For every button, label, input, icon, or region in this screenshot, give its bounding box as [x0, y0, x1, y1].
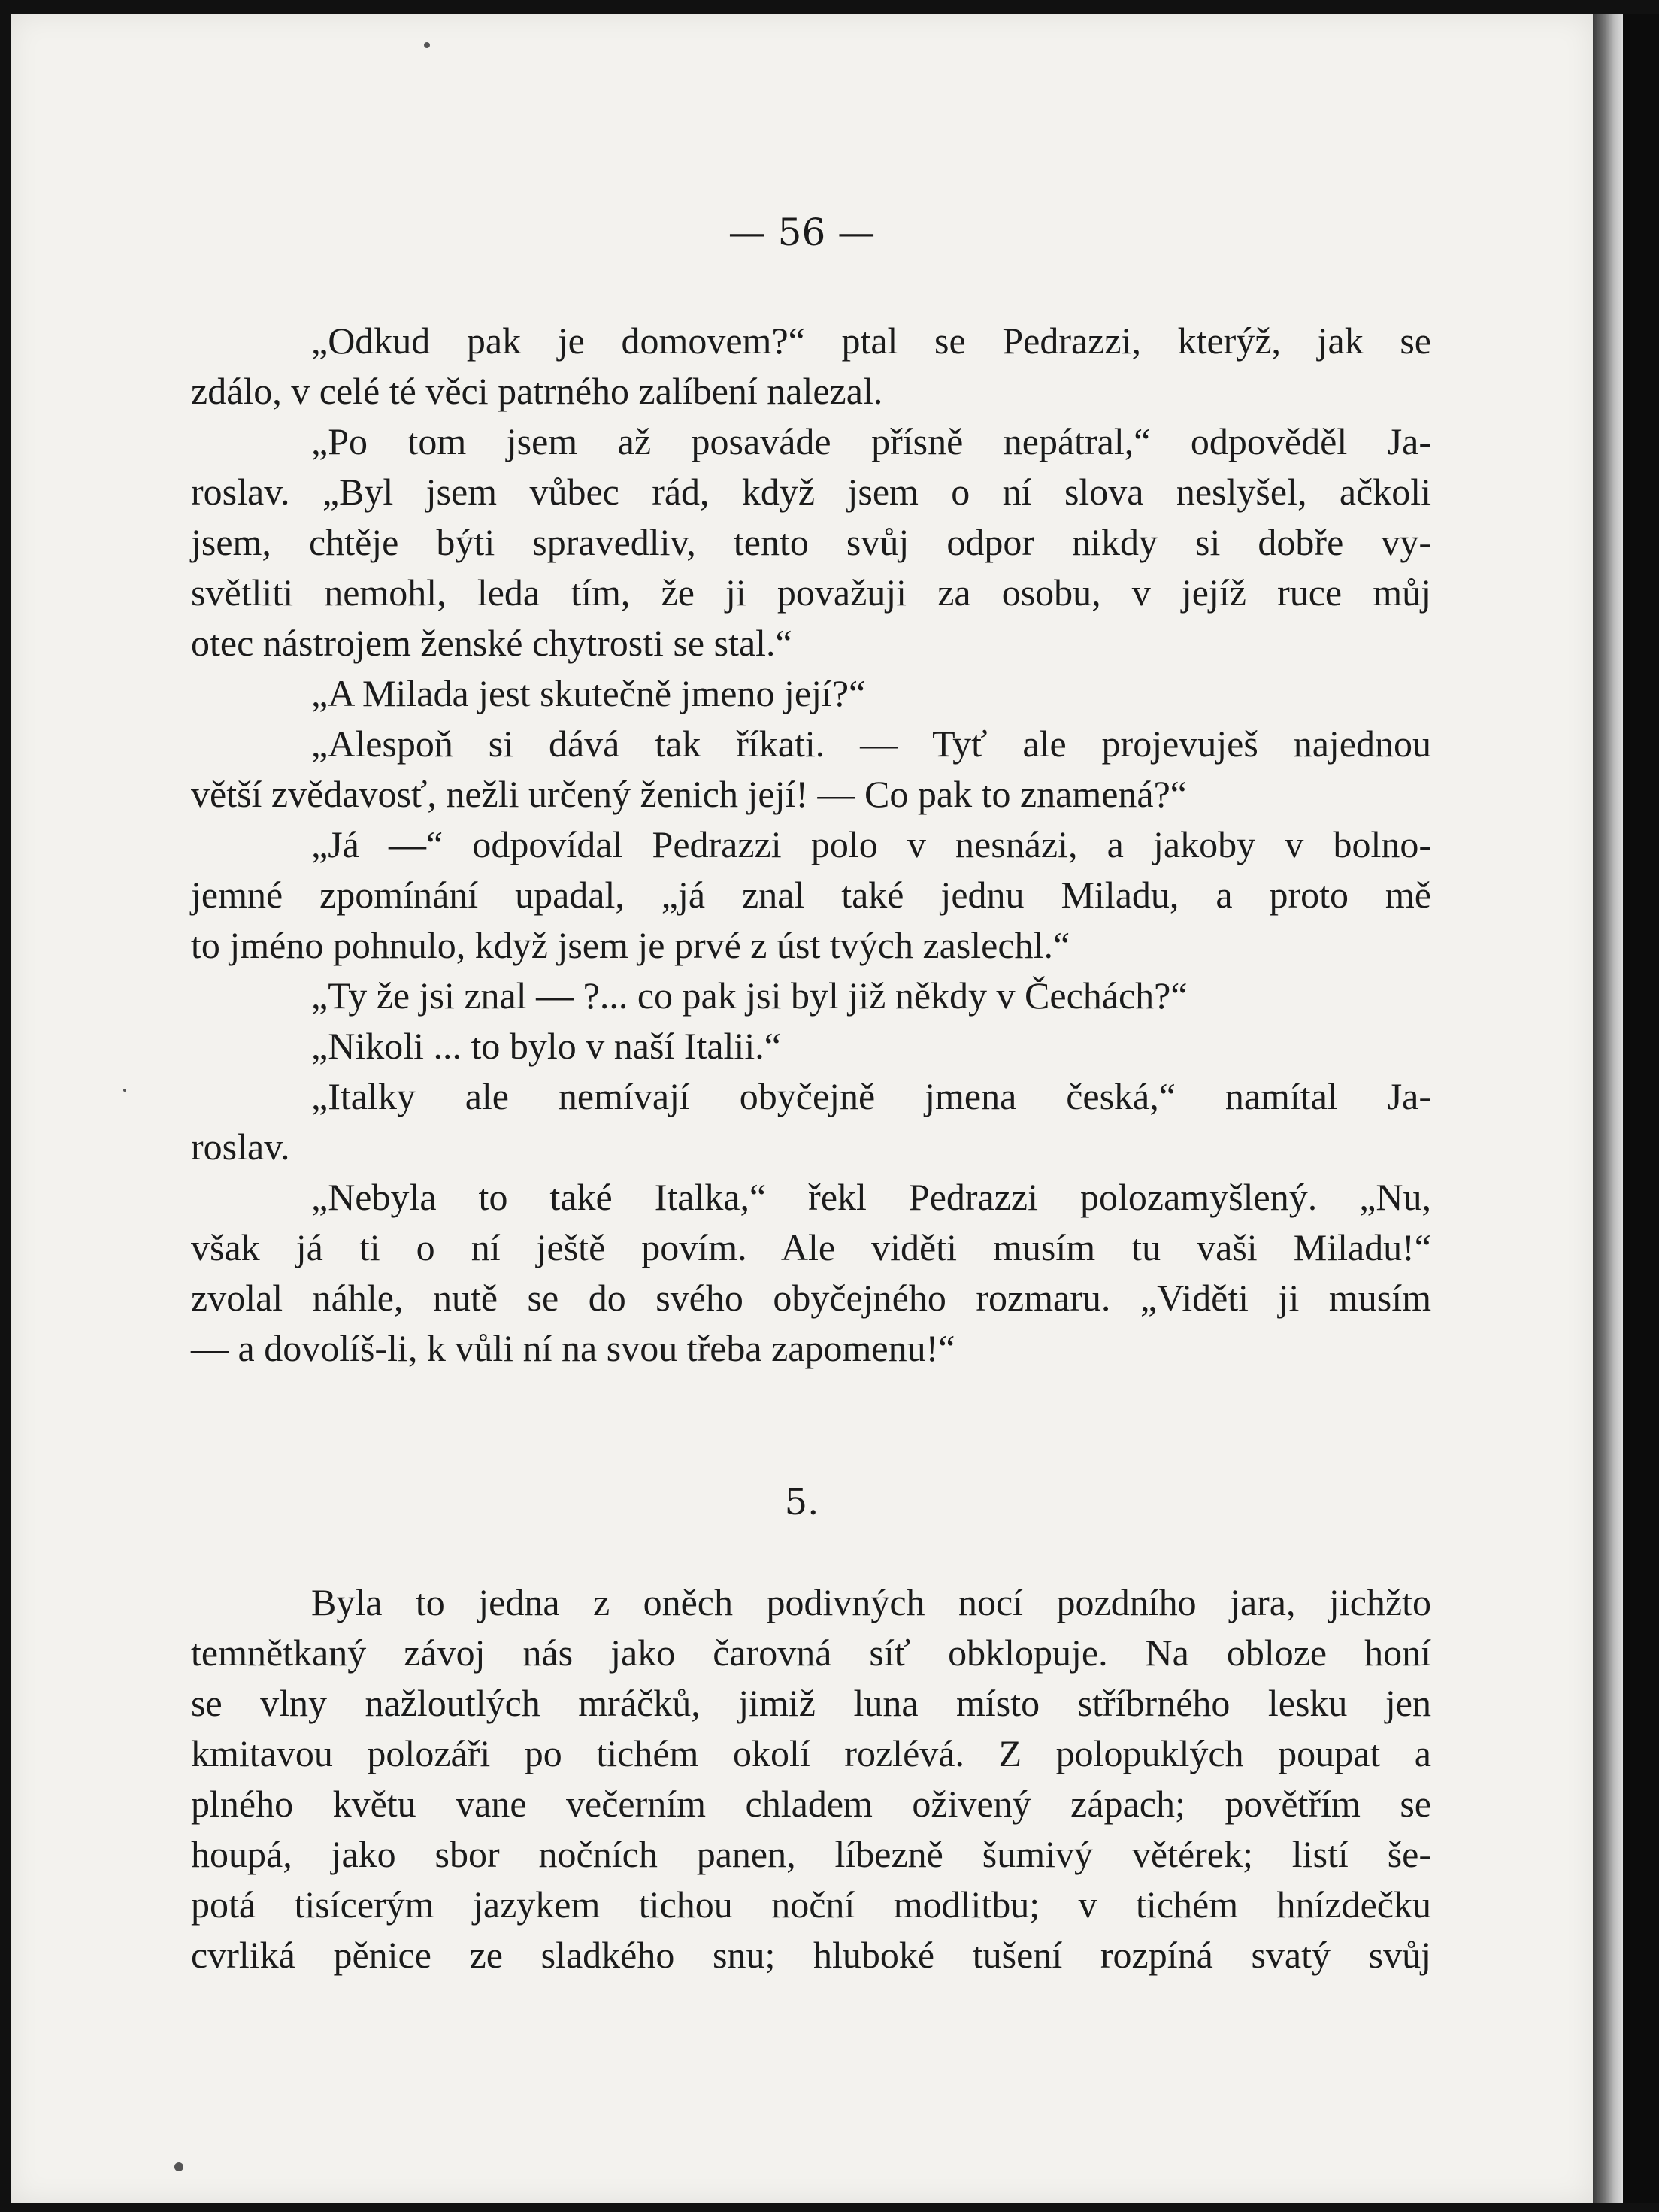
page-number: — 56 —	[728, 211, 876, 254]
dialogue-text-block	[191, 316, 1431, 1374]
text-line: zvolal náhle, nutě se do svého obyčejného rozmaru. „Viděti ji musím	[191, 1277, 1431, 1319]
text-line: kmitavou polozáři po tichém okolí rozlévá. Z polopuklých poupat a	[191, 1732, 1431, 1774]
text-line: zdálo, v celé té věci patrného zalíbení nalezal.	[191, 370, 883, 412]
text-line: plného květu vane večerním chladem oživený zápach; povětřím se	[191, 1783, 1431, 1825]
text-line: „Nebyla to také Italka,“ řekl Pedrazzi polozamyšlený. „Nu,	[311, 1176, 1431, 1218]
text-line: otec nástrojem ženské chytrosti se stal.“	[191, 622, 792, 664]
text-line: „A Milada jest skutečně jmeno její?“	[311, 672, 866, 714]
text-line: „Já —“ odpovídal Pedrazzi polo v nesnázi, a jakoby v bolno-	[311, 823, 1431, 865]
text-line: jemné zpomínání upadal, „já znal také jednu Miladu, a proto mě	[191, 874, 1431, 916]
text-line: „Italky ale nemívají obyčejně jmena česká,“ namítal Ja-	[311, 1075, 1431, 1117]
text-line: „Po tom jsem až posaváde přísně nepátral,“ odpověděl Ja-	[311, 420, 1431, 462]
scan-speck	[424, 42, 430, 48]
text-line: to jméno pohnulo, když jsem je prvé z úst tvých zaslechl.“	[191, 924, 1070, 966]
text-line: cvrliká pěnice ze sladkého snu; hluboké tušení rozpíná svatý svůj	[191, 1934, 1431, 1976]
scan-speck	[123, 1089, 126, 1092]
text-line: „Alespoň si dává tak říkati. — Tyť ale projevuješ najednou	[311, 723, 1431, 765]
scan-border	[1623, 14, 1659, 2203]
text-line: však já ti o ní ještě povím. Ale viděti musím tu vaši Miladu!“	[191, 1226, 1431, 1268]
text-line: temnětkaný závoj nás jako čarovná síť obklopuje. Na obloze honí	[191, 1632, 1431, 1674]
page-edge-shadow	[1593, 14, 1623, 2203]
text-line: — a dovolíš-li, k vůli ní na svou třeba zapomenu!“	[191, 1327, 955, 1369]
book-page	[11, 14, 1593, 2203]
text-line: roslav. „Byl jsem vůbec rád, když jsem o ní slova neslyšel, ačkoli	[191, 471, 1431, 513]
chapter-number: 5.	[784, 1481, 819, 1523]
text-line: se vlny nažloutlých mráčků, jimiž luna místo stříbrného lesku jen	[191, 1682, 1431, 1724]
text-line: „Ty že jsi znal — ?... co pak jsi byl již někdy v Čechách?“	[311, 974, 1188, 1017]
text-line: „Nikoli ... to bylo v naší Italii.“	[311, 1025, 781, 1067]
text-line: „Odkud pak je domovem?“ ptal se Pedrazzi, kterýž, jak se	[311, 320, 1431, 362]
text-line: Byla to jedna z oněch podivných nocí pozdního jara, jichžto	[311, 1581, 1431, 1623]
chapter-text-block	[191, 1577, 1431, 1980]
text-line: roslav.	[191, 1126, 290, 1168]
text-line: potá tisícerým jazykem tichou noční modlitbu; v tichém hnízdečku	[191, 1883, 1431, 1926]
text-line: větší zvědavosť, nežli určený ženich její! — Co pak to znamená?“	[191, 773, 1187, 815]
scan-speck	[174, 2162, 183, 2171]
text-line: světliti nemohl, leda tím, že ji považuji za osobu, v jejíž ruce můj	[191, 571, 1431, 614]
text-line: jsem, chtěje býti spravedliv, tento svůj odpor nikdy si dobře vy-	[191, 521, 1431, 563]
text-line: houpá, jako sbor nočních panen, líbezně šumivý větérek; listí še-	[191, 1833, 1431, 1875]
